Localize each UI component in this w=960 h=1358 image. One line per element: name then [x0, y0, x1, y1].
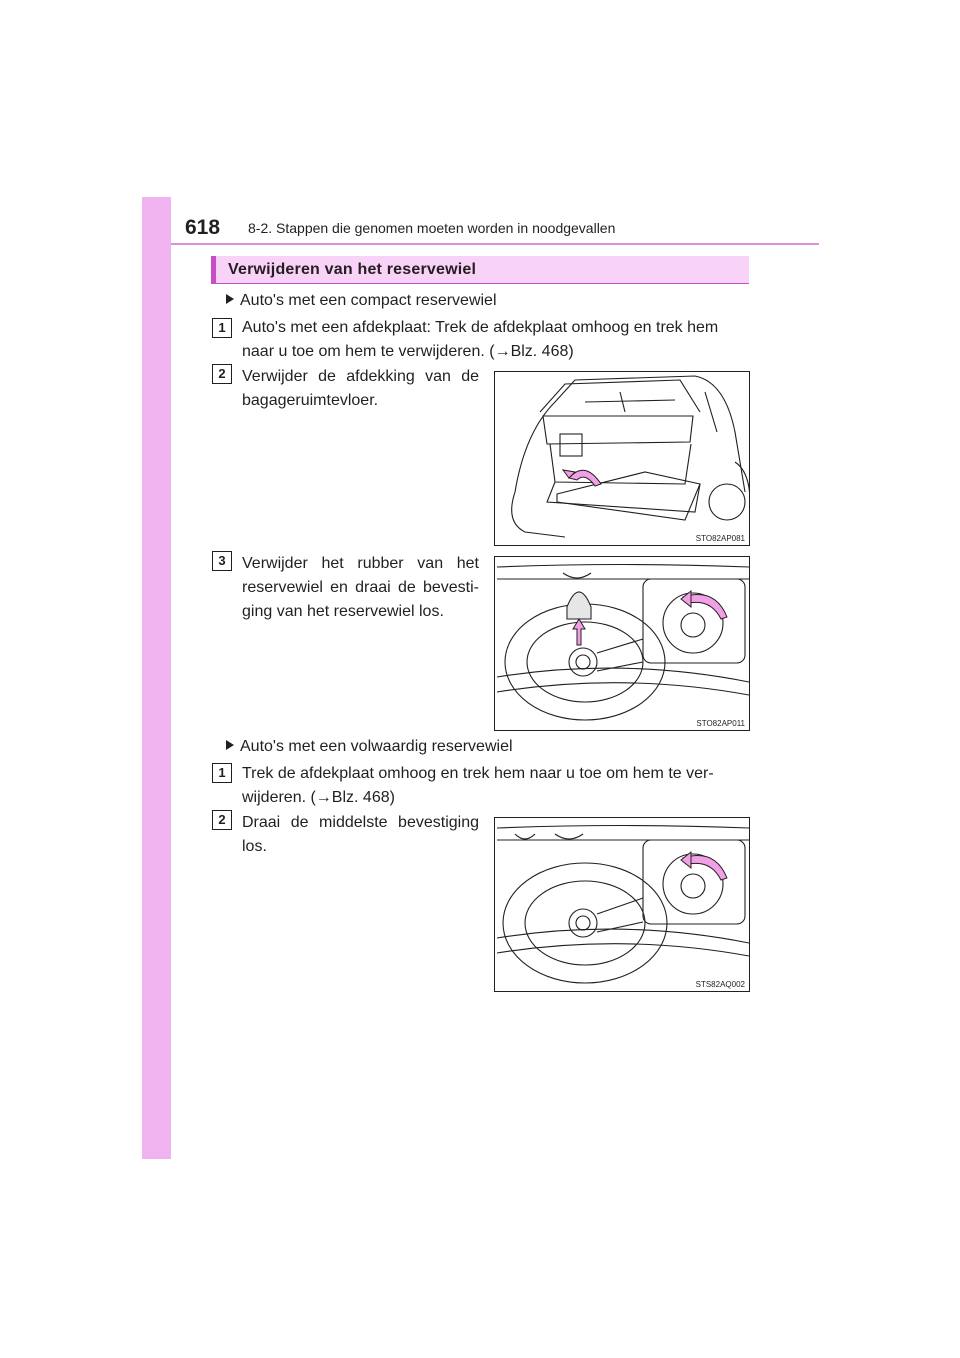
- figure-spare-wheel-bolt-full: [494, 817, 750, 992]
- bullet-compact-spare: [226, 291, 497, 311]
- step-number-1: 1: [212, 763, 232, 783]
- section-heading-box: [211, 256, 749, 284]
- bullet-label: Auto's met een volwaardig reservewiel: [240, 738, 513, 755]
- step-text-2: Verwijder de afdekking van de bagageruimtevloer.: [242, 368, 479, 409]
- trunk-illustration: [495, 372, 750, 546]
- step-number-1: 1: [212, 318, 232, 338]
- step-number-2: 2: [212, 364, 232, 384]
- figure-spare-wheel-bolt-compact: [494, 556, 750, 731]
- chapter-title: 8-2. Stappen die genomen moeten worden in noodgevallen: [248, 220, 616, 236]
- step-text-1: [242, 316, 750, 364]
- step-text-line: wijderen. (→Blz. 468): [242, 789, 395, 806]
- step-text-line: Trek de afdekplaat omhoog en trek hem naar u toe om hem te ver-: [242, 765, 714, 782]
- figure-code: STS82AQ002: [695, 980, 745, 989]
- step-text-line: naar u toe om hem te verwijderen. (→Blz. 468): [242, 343, 574, 360]
- triangle-bullet-icon: [226, 294, 234, 304]
- section-title: Verwijderen van het reservewiel: [228, 261, 477, 278]
- step-text-1: [242, 762, 750, 810]
- page-number: 618: [185, 216, 221, 239]
- step-number-3: 3: [212, 551, 232, 571]
- side-tab-strip: [142, 197, 171, 1159]
- step-text-line: Auto's met een afdekplaat: Trek de afdekplaat omhoog en trek hem: [242, 319, 719, 336]
- step-text-2: Draai de middelste bevestiging los.: [242, 814, 479, 855]
- bullet-full-spare: [226, 737, 513, 757]
- step-text-3: Verwijder het rubber van het reservewiel en draai de bevesti-ging van het reservewiel los.: [242, 555, 479, 620]
- triangle-bullet-icon: [226, 740, 234, 750]
- figure-code: STO82AP011: [696, 719, 745, 728]
- spare-wheel-illustration: [495, 557, 750, 731]
- figure-trunk-floor-cover: [494, 371, 750, 546]
- spare-wheel-illustration: [495, 818, 750, 992]
- header-divider: [171, 243, 819, 245]
- step-number-2: 2: [212, 810, 232, 830]
- figure-code: STO82AP081: [695, 534, 745, 543]
- bullet-label: Auto's met een compact reservewiel: [240, 292, 497, 309]
